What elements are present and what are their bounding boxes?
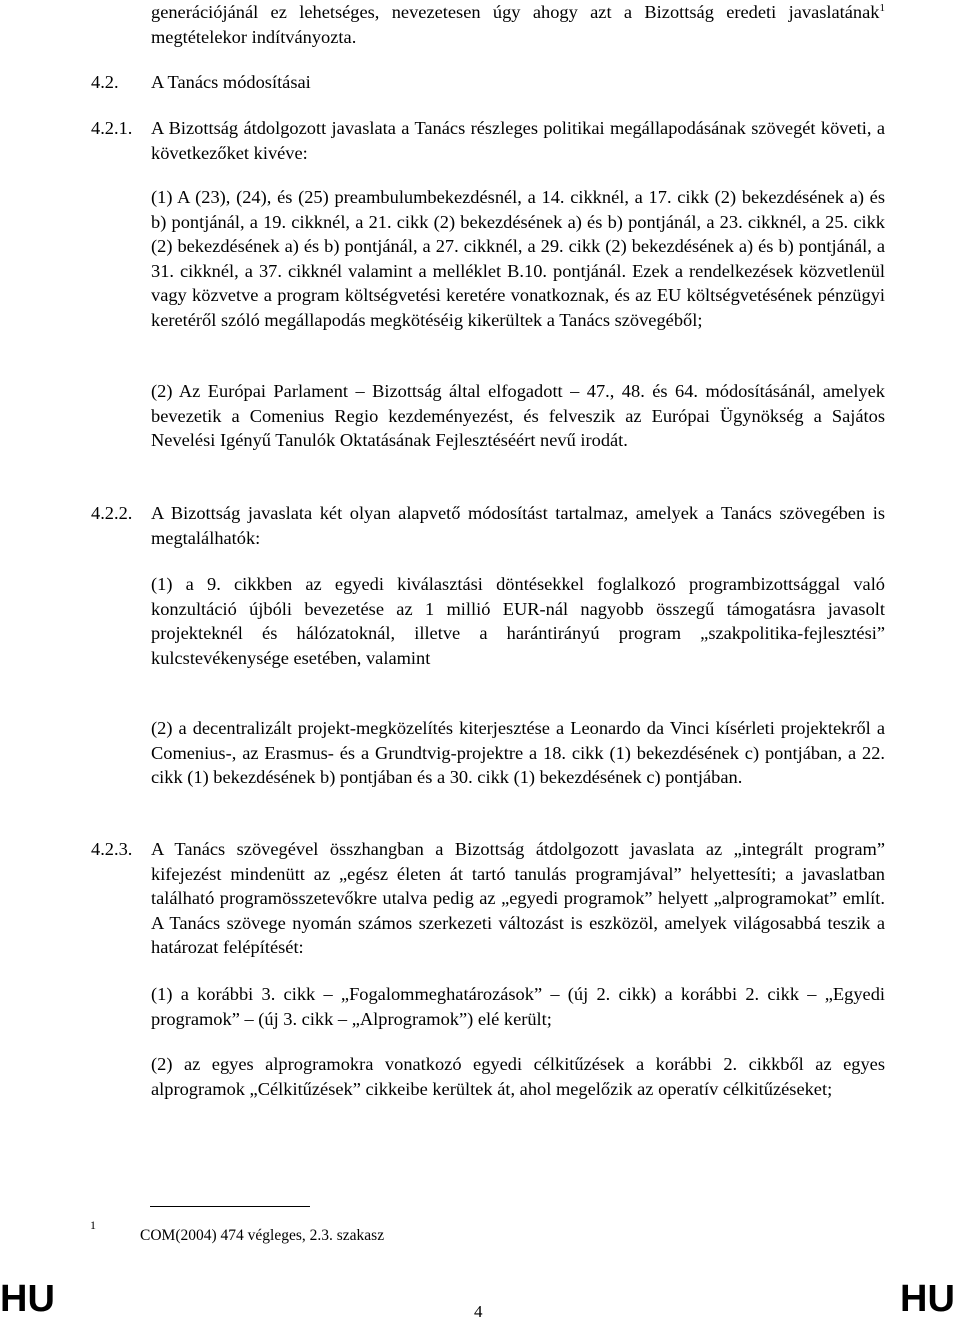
footnote-text: COM(2004) 474 végleges, 2.3. szakasz — [140, 1227, 385, 1244]
section-4-2-1-item-2: (2) Az Európai Parlament – Bizottság által elfogadott – 47., 48. és 64. módosításánál, amelyek bevezetik a Comenius Regio kezdeményezést, és felveszik az Európai Ügynökség a Sajátos Nevelési Igényű Tanulók Oktatásának Fejlesztéséért nevű irodát. — [151, 381, 885, 451]
section-4-2-1-item-1: (1) A (23), (24), és (25) preambulumbekezdésnél, a 14. cikknél, a 17. cikk (2) bekezdésének a) és b) pontjánál, a 19. cikknél, a 21. cikk (2) bekezdésének a) és b) pontjánál, a 23. cikknél, a 25. cikk (2) bekezdésének a) és b) pontjánál, a 27. cikknél, a 29. cikk (2) bekezdésének a) és b) pontjánál, a 31. cikknél, a 37. cikknél valamint a melléklet B.10. pontjánál. Ezek a rendelkezések közvetlenül vagy közvetve a program költségvetési keretére vonatkoznak, és az EU költségvetésének pénzügyi keretéről szóló megállapodás megkötéséig kikerültek a Tanács szövegéből; — [151, 187, 885, 330]
footer-language-right: HU — [900, 1278, 955, 1320]
footnote-reference[interactable]: 1 — [879, 1, 885, 14]
page-number: 4 — [474, 1302, 483, 1321]
section-4-2-1-text: A Bizottság átdolgozott javaslata a Tanács részleges politikai megállapodásának szövegét követi, a következőket kivéve: — [151, 118, 885, 163]
intro-text: generációjánál ez lehetséges, nevezetesen úgy ahogy azt a Bizottság eredeti javaslatának — [151, 2, 880, 22]
footnote-mark: 1 — [90, 1218, 96, 1232]
section-4-2-3-item-1: (1) a korábbi 3. cikk – „Fogalommeghatározások” – (új 2. cikk) a korábbi 2. cikk – „Egyedi programok” – (új 3. cikk – „Alprogramok”) elé került; — [151, 984, 885, 1029]
section-4-2-3-number: 4.2.3. — [91, 839, 133, 859]
section-4-2-2-number: 4.2.2. — [91, 503, 133, 523]
section-4-2-number: 4.2. — [91, 72, 119, 92]
intro-text-end: megtételekor indítványozta. — [151, 26, 357, 47]
section-4-2-2-text: A Bizottság javaslata két olyan alapvető módosítást tartalmaz, amelyek a Tanács szövegében is megtalálhatók: — [151, 503, 885, 548]
section-4-2-1-number: 4.2.1. — [91, 118, 133, 138]
section-4-2-2-item-2: (2) a decentralizált projekt-megközelítés kiterjesztése a Leonardo da Vinci kísérleti projektekről a Comenius-, az Erasmus- és a Grundtvig-projektre a 18. cikk (1) bekezdésének c) pontjában, a 22. cikk (1) bekezdésének b) pontjában és a 30. cikk (1) bekezdésének c) pontjában. — [151, 718, 885, 788]
section-4-2-title: A Tanács módosításai — [151, 72, 311, 92]
intro-paragraph — [151, 0, 885, 49]
footer-language-left: HU — [0, 1278, 55, 1320]
section-4-2-3-text: A Tanács szövegével összhangban a Bizottság átdolgozott javaslata az „integrált program” kifejezést mindenütt az „egész életen át tartó tanulás programjával” helyettesíti; a javaslatban található programösszetevőkre utalva pedig az „egyedi programok” helyett „alprogramokat” említ. A Tanács szövege nyomán számos szerkezeti változást is eszközöl, amelyek világosabbá teszik a határozat felépítését: — [151, 839, 885, 958]
footnote-separator — [150, 1206, 310, 1207]
section-4-2-2-item-1: (1) a 9. cikkben az egyedi kiválasztási döntésekkel foglalkozó programbizottsággal való konzultáció újbóli bevezetése az 1 millió EUR-nál nagyobb összegű támogatásra javasolt projekteknél és hálózatoknál, illetve a harántirányú program „szakpolitika-fejlesztési” kulcstevékenysége esetében, valamint — [151, 574, 885, 668]
section-4-2-3-item-2: (2) az egyes alprogramokra vonatkozó egyedi célkitűzések a korábbi 2. cikkből az egyes alprogramok „Célkitűzések” cikkeibe kerültek át, ahol megelőzik az operatív célkitűzéseket; — [151, 1054, 885, 1099]
